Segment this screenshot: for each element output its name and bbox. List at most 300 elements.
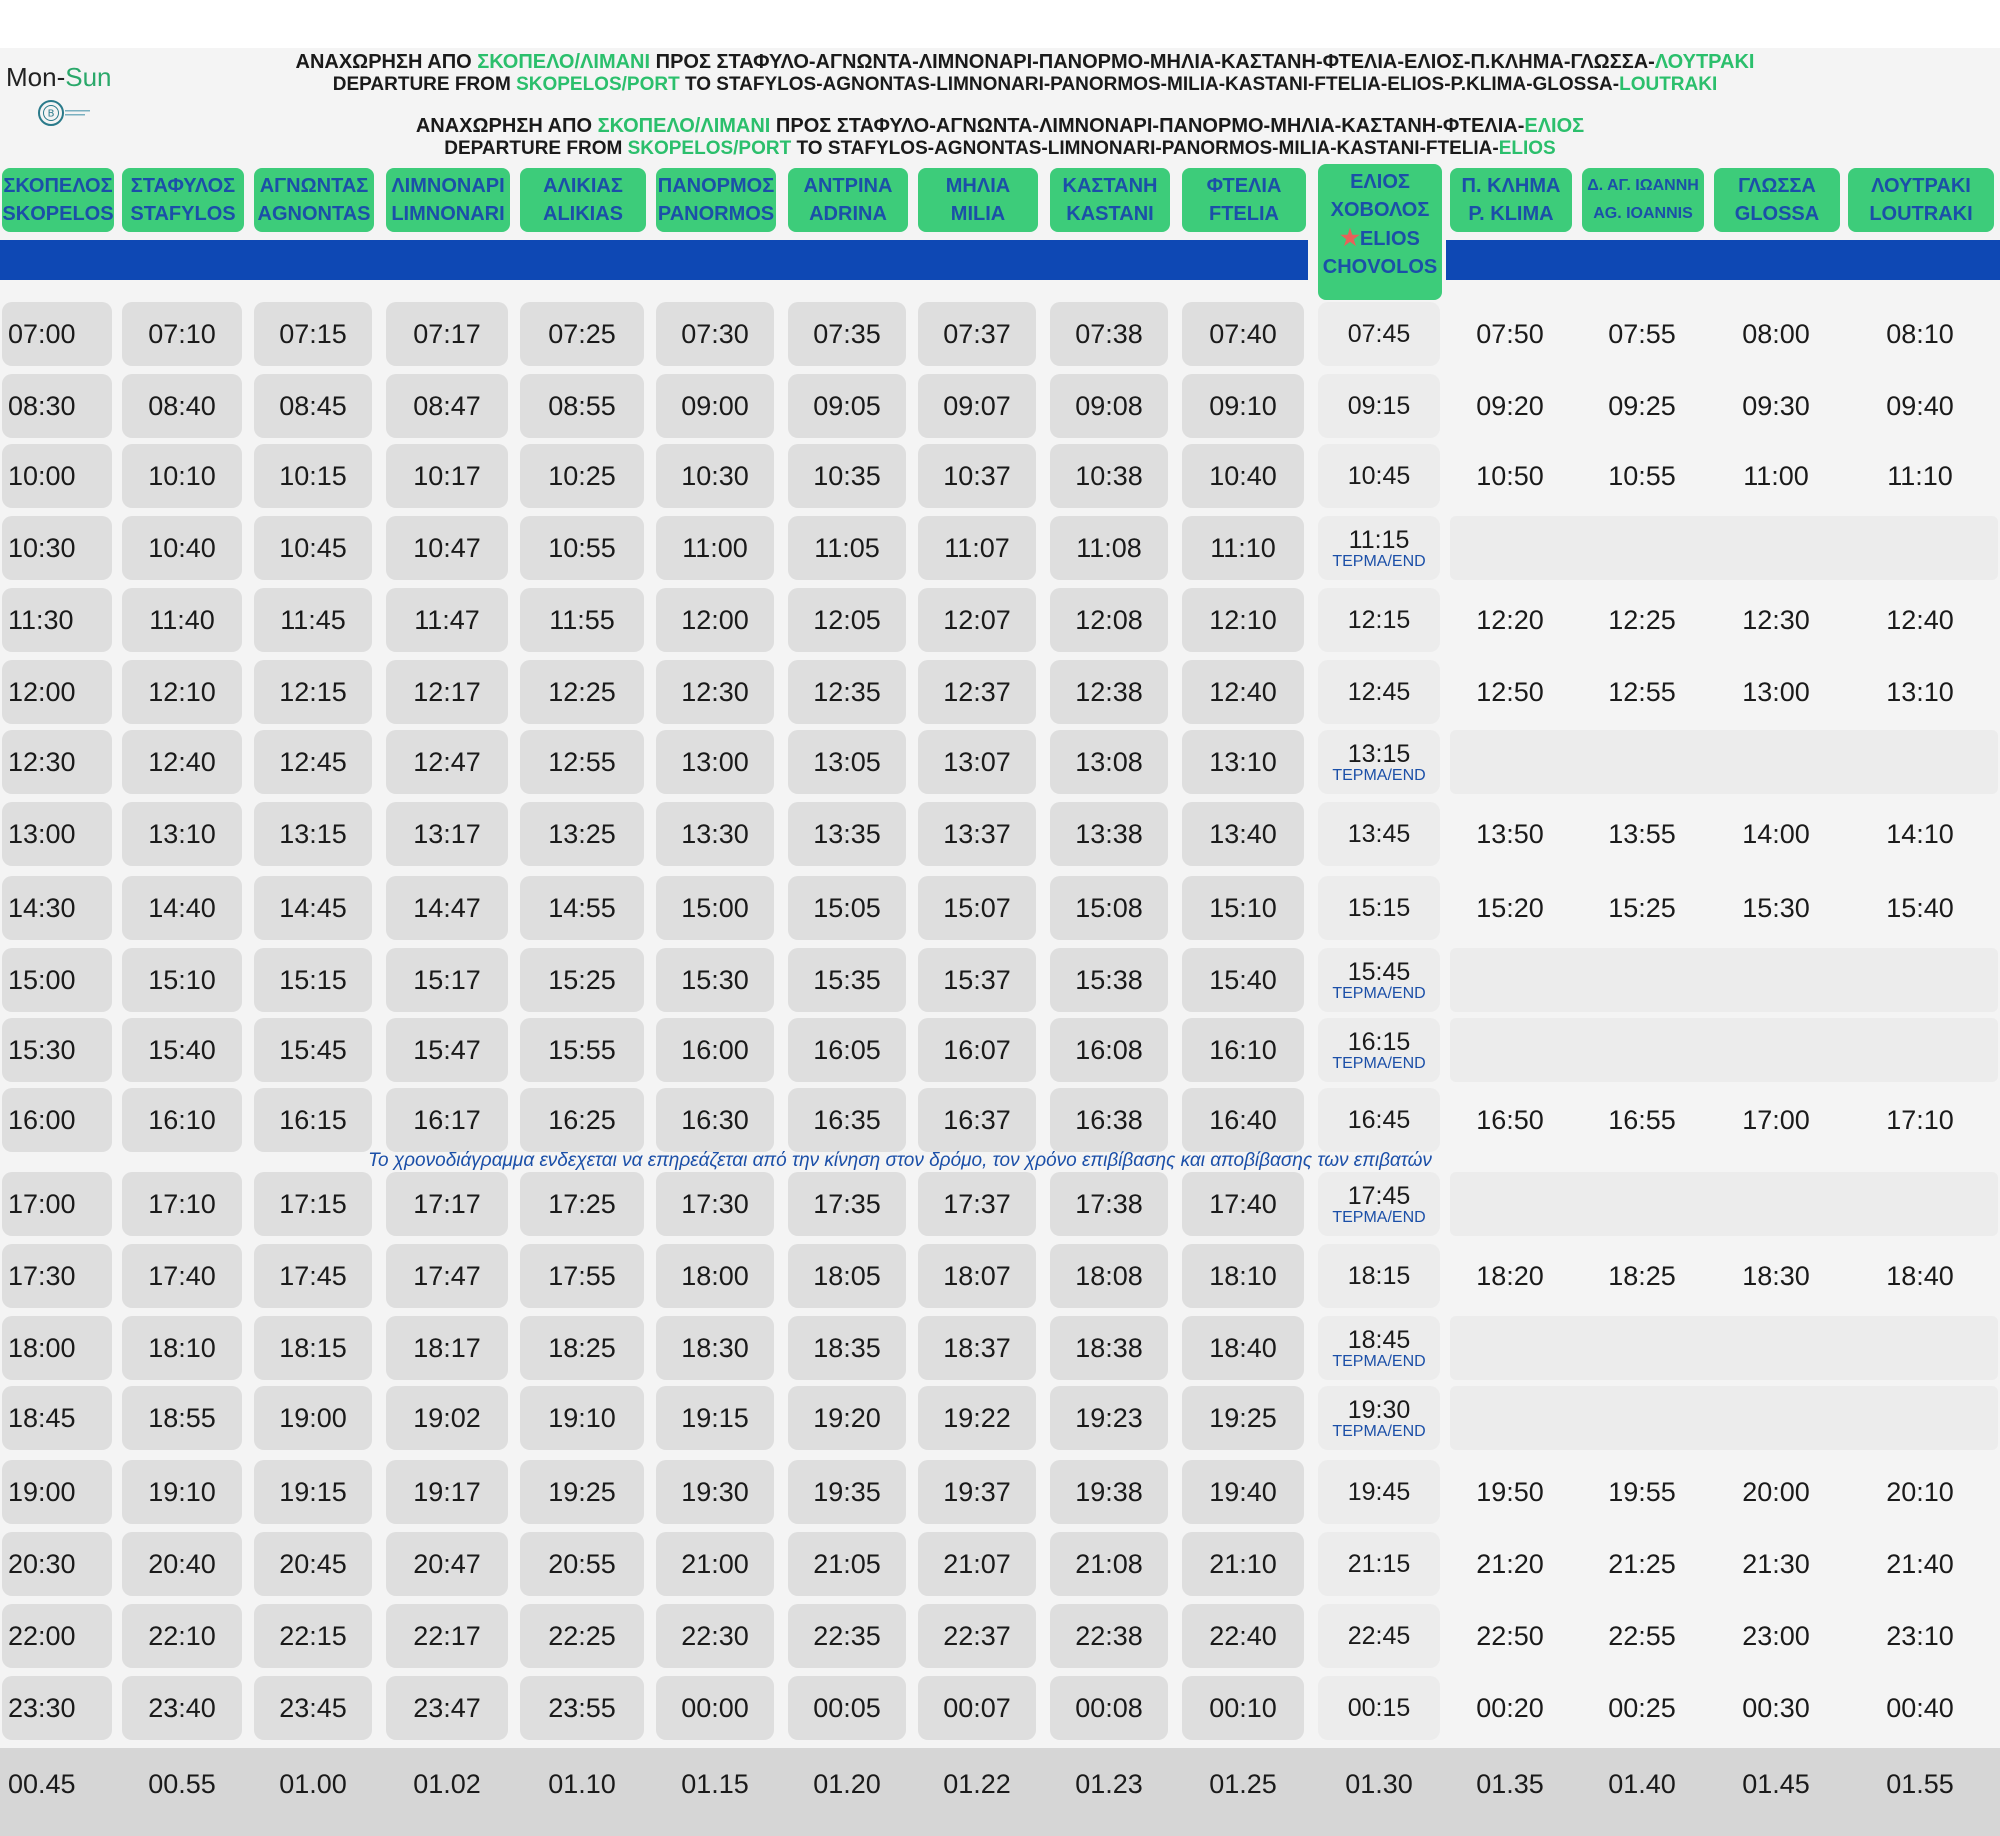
time-cell-elios (1318, 1244, 1440, 1308)
time-cell-loutraki (1848, 1604, 1992, 1668)
time-value: 18:40 (1886, 1260, 1954, 1291)
time-cell-ftelia (1182, 1460, 1304, 1524)
time-cell-kastani (1050, 302, 1168, 366)
stop-name-greek: ΛΟΥΤΡΑΚΙ (1871, 175, 1971, 197)
end-label: ΤΕΡΜΑ/END (1332, 1209, 1426, 1226)
time-cell-skopelos (2, 1018, 112, 1082)
time-cell-kastani (1050, 1018, 1168, 1082)
time-value: 10:35 (813, 460, 881, 491)
time-cell-skopelos (2, 876, 112, 940)
stop-name-greek: ΠΑΝΟΡΜΟΣ (657, 175, 775, 197)
time-cell-stafylos (122, 1460, 242, 1524)
stop-name-latin-2: CHOVOLOS (1322, 256, 1438, 278)
time-cell-limnonari (386, 374, 508, 438)
time-cell-ag-ioannis (1582, 660, 1702, 724)
time-cell-skopelos (2, 1244, 112, 1308)
time-cell-agnontas (254, 1752, 372, 1816)
time-value: 12:00 (681, 604, 749, 635)
time-cell-alikias (520, 588, 644, 652)
time-cell-kastani (1050, 516, 1168, 580)
time-value: 07:30 (681, 318, 749, 349)
time-cell-kastani (1050, 1172, 1168, 1236)
end-label: ΤΕΡΜΑ/END (1332, 1423, 1426, 1440)
time-value: 23:00 (1742, 1620, 1810, 1651)
time-cell-panormos (656, 1018, 774, 1082)
time-cell-skopelos (2, 516, 112, 580)
stop-name-greek: ΑΝΤΡΙΝΑ (803, 175, 893, 197)
time-cell-alikias (520, 1676, 644, 1740)
time-value: 07:55 (1608, 318, 1676, 349)
time-cell-adrina (788, 1244, 906, 1308)
time-cell-milia (918, 948, 1036, 1012)
time-value: 18:35 (813, 1332, 881, 1363)
time-cell-kastani (1050, 1316, 1168, 1380)
stop-name-latin (918, 200, 1038, 228)
time-cell-ftelia (1182, 516, 1304, 580)
time-value: 22:55 (1608, 1620, 1676, 1651)
time-value: 12:15 (279, 676, 347, 707)
time-value: 16:17 (413, 1104, 481, 1135)
time-cell-ftelia (1182, 1752, 1304, 1816)
time-cell-kastani (1050, 1752, 1168, 1816)
stop-name-latin (520, 200, 646, 228)
time-value: 12:05 (813, 604, 881, 635)
time-cell-limnonari (386, 1088, 508, 1152)
time-value: 11:00 (1743, 460, 1809, 491)
time-value: 16:00 (681, 1034, 749, 1065)
time-value: 19:00 (279, 1402, 347, 1433)
time-value: 18:08 (1075, 1260, 1143, 1291)
time-cell-kastani (1050, 1604, 1168, 1668)
star-icon: ★ (1340, 225, 1360, 250)
time-value: 15:55 (548, 1034, 616, 1065)
time-cell-skopelos (2, 1460, 112, 1524)
time-cell-alikias (520, 948, 644, 1012)
time-value: 12:38 (1075, 676, 1143, 707)
time-cell-adrina (788, 374, 906, 438)
time-value: 13:40 (1209, 818, 1277, 849)
time-value: 08:00 (1742, 318, 1810, 349)
time-cell-agnontas (254, 1386, 372, 1450)
time-cell-limnonari (386, 1244, 508, 1308)
time-cell-glossa (1714, 588, 1838, 652)
time-value: 22:10 (148, 1620, 216, 1651)
time-value: 01.40 (1608, 1768, 1676, 1799)
time-cell-elios (1318, 660, 1440, 724)
time-value: 16:38 (1075, 1104, 1143, 1135)
time-cell-alikias (520, 1386, 644, 1450)
time-cell-milia (918, 1172, 1036, 1236)
time-cell-elios (1318, 516, 1440, 580)
time-cell-limnonari (386, 444, 508, 508)
time-cell-skopelos (2, 1532, 112, 1596)
time-cell-alikias (520, 1752, 644, 1816)
time-value: 22:25 (548, 1620, 616, 1651)
time-cell-ftelia (1182, 374, 1304, 438)
time-cell-glossa (1714, 1604, 1838, 1668)
time-value: 12:10 (1209, 604, 1277, 635)
time-value: 11:47 (414, 604, 480, 635)
time-value: 17:25 (548, 1188, 616, 1219)
time-value: 17:47 (413, 1260, 481, 1291)
time-value: 15:05 (813, 892, 881, 923)
time-cell-stafylos (122, 1316, 242, 1380)
time-cell-limnonari (386, 1460, 508, 1524)
time-value: 10:55 (548, 532, 616, 563)
time-cell-stafylos (122, 948, 242, 1012)
time-cell-panormos (656, 1460, 774, 1524)
time-value: 00:20 (1476, 1692, 1544, 1723)
time-value: 15:15 (1347, 894, 1411, 922)
time-value: 18:20 (1476, 1260, 1544, 1291)
time-cell-panormos (656, 876, 774, 940)
no-service-area (1450, 1172, 1998, 1236)
time-cell-elios (1318, 876, 1440, 940)
time-cell-panormos (656, 1752, 774, 1816)
time-cell-ag-ioannis (1582, 876, 1702, 940)
time-cell-glossa (1714, 444, 1838, 508)
time-cell-alikias (520, 374, 644, 438)
time-cell-kastani (1050, 876, 1168, 940)
stop-header-elios (1318, 164, 1442, 300)
time-value: 12:40 (1886, 604, 1954, 635)
time-value: 18:10 (148, 1332, 216, 1363)
end-label: ΤΕΡΜΑ/END (1332, 985, 1426, 1002)
end-label: ΤΕΡΜΑ/END (1332, 1055, 1426, 1072)
time-value: 01.23 (1075, 1768, 1143, 1799)
time-cell-agnontas (254, 302, 372, 366)
time-cell-panormos (656, 302, 774, 366)
time-value: 08:30 (8, 390, 76, 421)
time-value: 16:15 (1347, 1028, 1411, 1056)
time-value: 15:40 (148, 1034, 216, 1065)
time-cell-skopelos (2, 302, 112, 366)
time-cell-adrina (788, 1676, 906, 1740)
time-value: 21:00 (681, 1548, 749, 1579)
time-cell-panormos (656, 730, 774, 794)
time-value: 18:25 (548, 1332, 616, 1363)
time-cell-alikias (520, 660, 644, 724)
time-value: 01.00 (279, 1768, 347, 1799)
time-value: 07:40 (1209, 318, 1277, 349)
time-value: 12:30 (681, 676, 749, 707)
time-cell-ag-ioannis (1582, 1088, 1702, 1152)
time-value: 23:47 (413, 1692, 481, 1723)
time-value: 21:08 (1075, 1548, 1143, 1579)
stop-name-latin-text: STAFYLOS (130, 203, 236, 225)
time-cell-p-klima (1450, 1676, 1570, 1740)
time-cell-milia (918, 660, 1036, 724)
time-cell-adrina (788, 1386, 906, 1450)
time-cell-limnonari (386, 516, 508, 580)
time-cell-milia (918, 1386, 1036, 1450)
time-cell-limnonari (386, 1386, 508, 1450)
time-cell-milia (918, 1604, 1036, 1668)
time-value: 20:55 (548, 1548, 616, 1579)
time-cell-ftelia (1182, 1018, 1304, 1082)
time-cell-skopelos (2, 660, 112, 724)
time-cell-adrina (788, 1604, 906, 1668)
time-cell-panormos (656, 1386, 774, 1450)
time-cell-stafylos (122, 1172, 242, 1236)
stop-name-latin (1714, 200, 1840, 228)
time-value: 20:45 (279, 1548, 347, 1579)
time-value: 17:55 (548, 1260, 616, 1291)
no-service-area (1450, 1018, 1998, 1082)
time-cell-adrina (788, 1752, 906, 1816)
time-value: 14:45 (279, 892, 347, 923)
time-cell-stafylos (122, 588, 242, 652)
time-cell-glossa (1714, 876, 1838, 940)
time-value: 23:10 (1886, 1620, 1954, 1651)
time-value: 23:55 (548, 1692, 616, 1723)
time-value: 18:17 (413, 1332, 481, 1363)
time-value: 10:47 (413, 532, 481, 563)
time-value: 15:17 (413, 964, 481, 995)
stop-name-latin (1848, 200, 1994, 228)
stop-name-latin-text: ELIOS (1359, 228, 1420, 250)
time-value: 08:10 (1886, 318, 1954, 349)
time-cell-ftelia (1182, 588, 1304, 652)
time-value: 10:40 (148, 532, 216, 563)
time-value: 11:07 (944, 532, 1010, 563)
no-service-area (1450, 1386, 1998, 1450)
time-value: 21:25 (1608, 1548, 1676, 1579)
time-value: 13:00 (8, 818, 76, 849)
time-cell-alikias (520, 1604, 644, 1668)
time-value: 19:10 (148, 1476, 216, 1507)
time-value: 01.45 (1742, 1768, 1810, 1799)
time-value: 16:10 (148, 1104, 216, 1135)
time-value: 00.55 (148, 1768, 216, 1799)
time-value: 16:55 (1608, 1104, 1676, 1135)
time-cell-stafylos (122, 1676, 242, 1740)
time-value: 17:40 (1209, 1188, 1277, 1219)
time-cell-agnontas (254, 588, 372, 652)
time-value: 09:40 (1886, 390, 1954, 421)
time-value: 18:55 (148, 1402, 216, 1433)
stop-header-ag-ioannis (1582, 168, 1704, 232)
time-value: 08:47 (413, 390, 481, 421)
time-cell-stafylos (122, 302, 242, 366)
time-cell-stafylos (122, 1244, 242, 1308)
time-value: 11:10 (1210, 532, 1276, 563)
time-cell-skopelos (2, 948, 112, 1012)
time-value: 01.02 (413, 1768, 481, 1799)
time-value: 00:25 (1608, 1692, 1676, 1723)
stop-name-latin-text: ADRINA (809, 203, 887, 225)
time-value: 17:10 (1886, 1104, 1954, 1135)
time-value: 16:10 (1209, 1034, 1277, 1065)
time-value: 15:40 (1886, 892, 1954, 923)
time-value: 15:30 (1742, 892, 1810, 923)
time-value: 19:02 (413, 1402, 481, 1433)
time-cell-agnontas (254, 730, 372, 794)
stop-name-latin-text: LOUTRAKI (1869, 203, 1973, 225)
time-cell-stafylos (122, 876, 242, 940)
time-value: 15:20 (1476, 892, 1544, 923)
time-value: 18:00 (8, 1332, 76, 1363)
time-value: 17:15 (279, 1188, 347, 1219)
time-value: 15:40 (1209, 964, 1277, 995)
time-cell-milia (918, 876, 1036, 940)
time-value: 15:25 (548, 964, 616, 995)
time-cell-kastani (1050, 660, 1168, 724)
time-cell-alikias (520, 802, 644, 866)
time-cell-p-klima (1450, 1532, 1570, 1596)
time-cell-milia (918, 1018, 1036, 1082)
time-value: 13:00 (681, 746, 749, 777)
time-value: 19:30 (1347, 1396, 1411, 1424)
time-value: 10:38 (1075, 460, 1143, 491)
time-cell-skopelos (2, 1752, 112, 1816)
time-value: 10:55 (1608, 460, 1676, 491)
time-cell-ag-ioannis (1582, 802, 1702, 866)
time-value: 13:15 (1347, 740, 1411, 768)
stop-name-latin-text: LIMNONARI (391, 203, 505, 225)
time-cell-limnonari (386, 1676, 508, 1740)
time-value: 11:08 (1076, 532, 1142, 563)
time-value: 13:35 (813, 818, 881, 849)
stop-name-greek: ΓΛΩΣΣΑ (1738, 175, 1816, 197)
time-value: 19:00 (8, 1476, 76, 1507)
time-cell-adrina (788, 302, 906, 366)
stop-header-p-klima (1450, 168, 1572, 232)
days-label: Mon-Sun (6, 62, 112, 92)
time-value: 07:15 (279, 318, 347, 349)
time-value: 01.10 (548, 1768, 616, 1799)
time-cell-ag-ioannis (1582, 1244, 1702, 1308)
time-cell-milia (918, 1316, 1036, 1380)
time-value: 00:15 (1347, 1694, 1411, 1722)
time-value: 11:00 (682, 532, 748, 563)
time-value: 07:38 (1075, 318, 1143, 349)
time-value: 08:45 (279, 390, 347, 421)
route-bar-right (1446, 240, 2000, 280)
time-value: 14:55 (548, 892, 616, 923)
time-value: 22:45 (1347, 1622, 1411, 1650)
time-value: 01.25 (1209, 1768, 1277, 1799)
time-cell-p-klima (1450, 802, 1570, 866)
time-cell-agnontas (254, 1088, 372, 1152)
time-cell-limnonari (386, 948, 508, 1012)
time-value: 15:15 (279, 964, 347, 995)
time-value: 21:15 (1347, 1550, 1411, 1578)
time-value: 23:45 (279, 1692, 347, 1723)
time-cell-elios (1318, 444, 1440, 508)
time-cell-kastani (1050, 1088, 1168, 1152)
stop-header-kastani (1050, 168, 1170, 232)
time-cell-kastani (1050, 1676, 1168, 1740)
stop-name-greek-2: ΧΟΒΟΛΟΣ (1330, 199, 1430, 221)
time-value: 14:10 (1886, 818, 1954, 849)
time-cell-elios (1318, 1676, 1440, 1740)
time-value: 15:30 (8, 1034, 76, 1065)
time-cell-limnonari (386, 730, 508, 794)
time-value: 00:00 (681, 1692, 749, 1723)
time-value: 19:38 (1075, 1476, 1143, 1507)
time-value: 15:25 (1608, 892, 1676, 923)
time-value: 00.45 (8, 1768, 76, 1799)
time-value: 12:30 (1742, 604, 1810, 635)
time-value: 15:10 (148, 964, 216, 995)
time-value: 12:55 (1608, 676, 1676, 707)
time-value: 11:55 (549, 604, 615, 635)
time-value: 12:08 (1075, 604, 1143, 635)
time-value: 21:07 (943, 1548, 1011, 1579)
time-cell-adrina (788, 516, 906, 580)
time-cell-loutraki (1848, 444, 1992, 508)
stop-name-greek: ΣΤΑΦΥΛΟΣ (130, 175, 236, 197)
stop-name-latin (1582, 200, 1704, 228)
time-value: 18:07 (943, 1260, 1011, 1291)
time-value: 00:30 (1742, 1692, 1810, 1723)
time-value: 17:37 (943, 1188, 1011, 1219)
time-value: 22:50 (1476, 1620, 1544, 1651)
time-cell-panormos (656, 1088, 774, 1152)
time-cell-limnonari (386, 1018, 508, 1082)
time-value: 12:55 (548, 746, 616, 777)
time-cell-agnontas (254, 444, 372, 508)
time-cell-elios (1318, 1172, 1440, 1236)
time-cell-ftelia (1182, 660, 1304, 724)
time-value: 17:00 (1742, 1104, 1810, 1135)
time-cell-agnontas (254, 948, 372, 1012)
time-value: 21:40 (1886, 1548, 1954, 1579)
time-cell-ftelia (1182, 1316, 1304, 1380)
time-cell-loutraki (1848, 660, 1992, 724)
time-cell-ftelia (1182, 1676, 1304, 1740)
time-cell-stafylos (122, 1532, 242, 1596)
time-cell-skopelos (2, 374, 112, 438)
time-value: 01.30 (1345, 1769, 1413, 1799)
time-value: 13:30 (681, 818, 749, 849)
stop-name-latin (254, 200, 374, 228)
time-cell-ftelia (1182, 1088, 1304, 1152)
time-cell-ag-ioannis (1582, 1676, 1702, 1740)
time-value: 13:45 (1347, 820, 1411, 848)
time-value: 14:30 (8, 892, 76, 923)
time-cell-limnonari (386, 1172, 508, 1236)
time-cell-ftelia (1182, 1604, 1304, 1668)
time-value: 17:35 (813, 1188, 881, 1219)
time-cell-panormos (656, 1604, 774, 1668)
stop-header-milia (918, 168, 1038, 232)
time-cell-panormos (656, 374, 774, 438)
time-value: 14:40 (148, 892, 216, 923)
time-value: 09:30 (1742, 390, 1810, 421)
time-value: 00:40 (1886, 1692, 1954, 1723)
stop-name-latin (1318, 224, 1442, 253)
time-cell-kastani (1050, 1244, 1168, 1308)
time-value: 13:05 (813, 746, 881, 777)
time-cell-panormos (656, 588, 774, 652)
time-cell-elios (1318, 730, 1440, 794)
time-cell-alikias (520, 1172, 644, 1236)
time-value: 15:45 (1347, 958, 1411, 986)
time-value: 22:30 (681, 1620, 749, 1651)
time-value: 19:37 (943, 1476, 1011, 1507)
stop-name-greek: ΕΛΙΟΣ (1350, 171, 1410, 193)
time-value: 09:00 (681, 390, 749, 421)
time-cell-skopelos (2, 1604, 112, 1668)
time-value: 12:00 (8, 676, 76, 707)
time-value: 17:17 (413, 1188, 481, 1219)
time-cell-limnonari (386, 1752, 508, 1816)
stop-name-latin-text: AGNONTAS (257, 203, 371, 225)
time-value: 15:45 (279, 1034, 347, 1065)
stop-name-latin (1182, 200, 1306, 228)
